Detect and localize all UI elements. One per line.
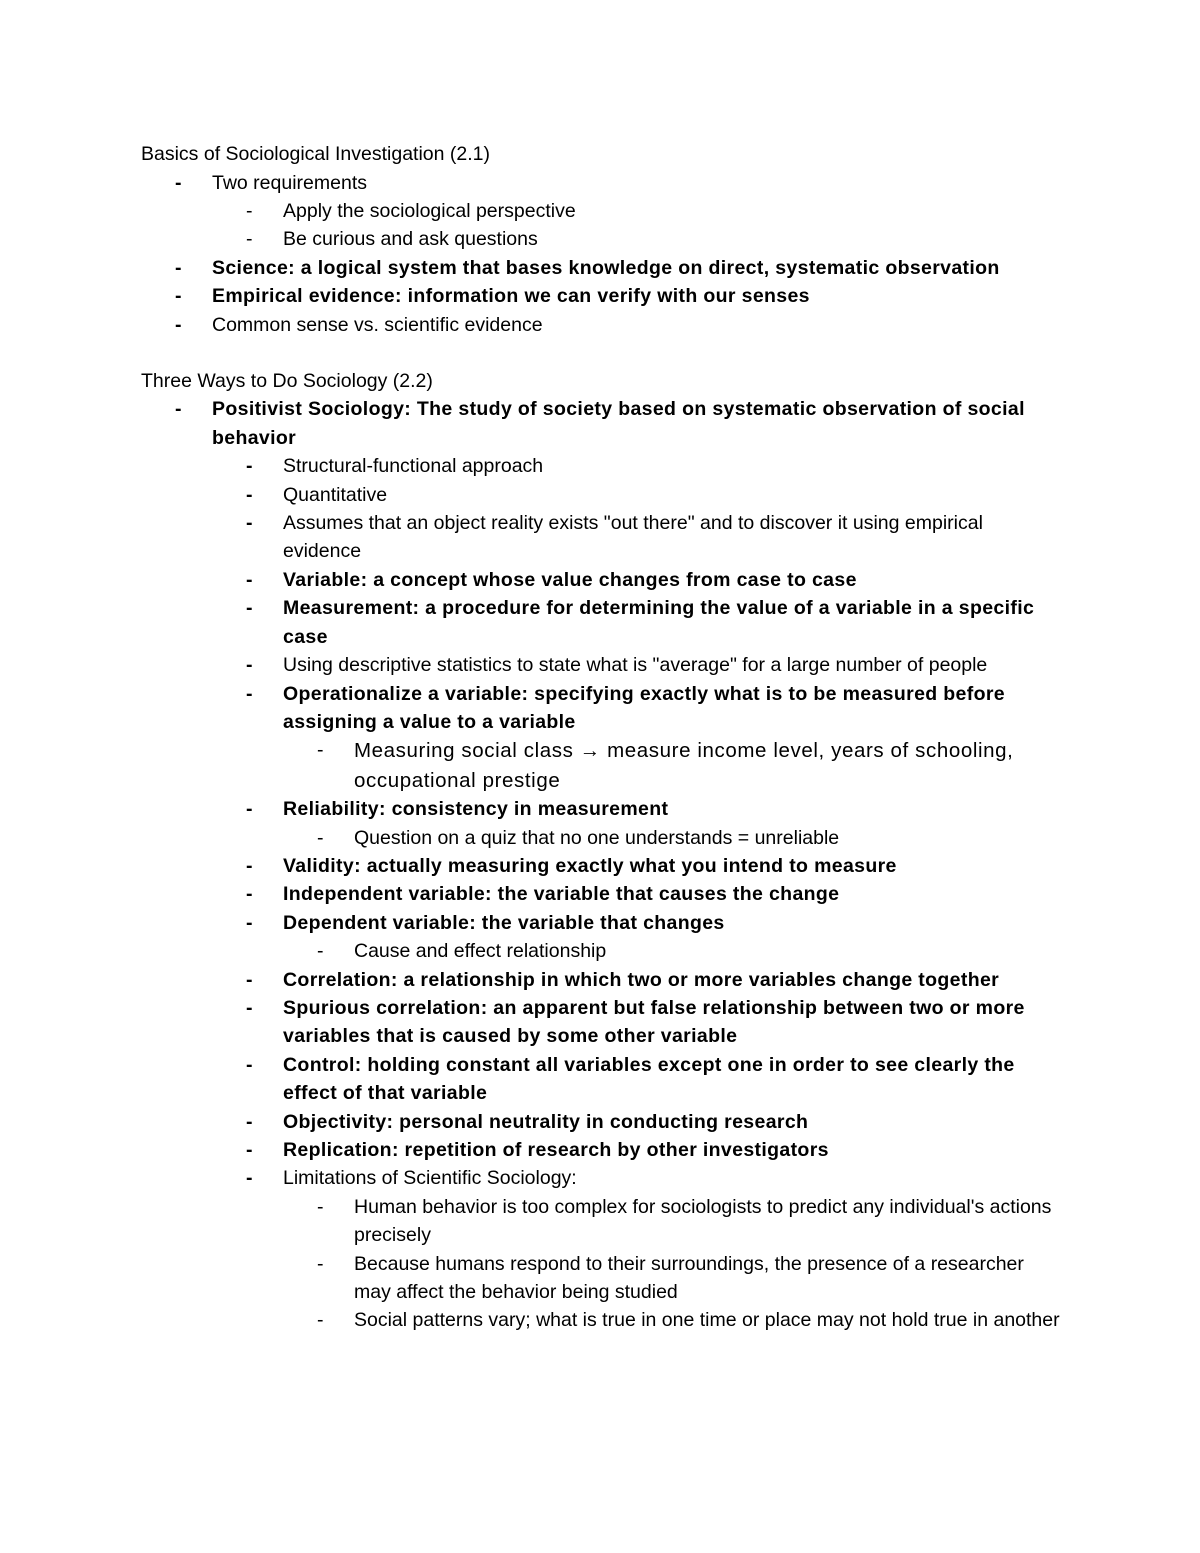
bullet-dash: - xyxy=(317,1252,324,1275)
list-item xyxy=(283,1306,1066,1334)
definition-spurious-correlation: Spurious correlation: an apparent but false relationship between two or more variables that is caused by some other variable xyxy=(283,996,1025,1048)
bullet-dash: - xyxy=(175,171,182,194)
bullet-dash: - xyxy=(175,285,182,308)
definition-science: Science: a logical system that bases knowledge on direct, systematic observation xyxy=(212,256,1000,279)
bullet-dash: - xyxy=(246,483,253,506)
list-item xyxy=(212,1108,1066,1136)
definition-positivist-sociology: Positivist Sociology: The study of society based on systematic observation of social behavior xyxy=(212,398,1025,449)
operationalize-sublist xyxy=(283,736,1066,795)
definition-replication: Replication: repetition of research by other investigators xyxy=(283,1139,829,1161)
definition-objectivity: Objectivity: personal neutrality in conducting research xyxy=(283,1110,809,1133)
requirements-sublist xyxy=(212,197,1066,254)
spacer xyxy=(141,339,1066,367)
item-text: Two requirements xyxy=(212,171,367,194)
bullet-dash: - xyxy=(246,597,253,620)
bullet-dash: - xyxy=(246,228,253,251)
item-text: Limitations of Scientific Sociology: xyxy=(283,1167,577,1190)
bullet-dash: - xyxy=(246,455,253,478)
list-item xyxy=(212,680,1066,796)
bullet-dash: - xyxy=(246,883,253,906)
list-item xyxy=(212,795,1066,852)
list-item xyxy=(212,594,1066,651)
bullet-dash: - xyxy=(175,398,182,421)
section-heading-basics: Basics of Sociological Investigation (2.1) xyxy=(141,143,491,165)
bullet-dash: - xyxy=(246,199,253,222)
list-item xyxy=(212,197,1066,225)
list-item xyxy=(212,994,1066,1051)
section-heading-three-ways: Three Ways to Do Sociology (2.2) xyxy=(141,369,433,392)
bullet-dash: - xyxy=(246,1110,253,1133)
document-page xyxy=(141,140,1066,1335)
basics-list xyxy=(141,169,1066,339)
item-text: Be curious and ask questions xyxy=(283,228,538,251)
item-text: Structural-functional approach xyxy=(283,455,544,478)
item-text: Because humans respond to their surroundings, the presence of a researcher may affect the behavior being studied xyxy=(354,1252,1024,1304)
list-item xyxy=(212,852,1066,880)
list-item xyxy=(212,1051,1066,1108)
bullet-dash: - xyxy=(246,854,253,877)
definition-dependent-variable: Dependent variable: the variable that changes xyxy=(283,911,725,934)
item-text: Question on a quiz that no one understands = unreliable xyxy=(354,826,840,849)
bullet-dash: - xyxy=(246,1167,253,1190)
bullet-dash: - xyxy=(317,940,324,963)
list-item xyxy=(212,880,1066,908)
limitations-sublist xyxy=(283,1193,1066,1335)
list-item xyxy=(212,481,1066,509)
bullet-dash: - xyxy=(246,798,253,821)
list-item xyxy=(212,966,1066,994)
bullet-dash: - xyxy=(175,256,182,279)
definition-control: Control: holding constant all variables except one in order to see clearly the effect of that variable xyxy=(283,1053,1015,1105)
list-item xyxy=(141,169,1066,254)
definition-independent-variable: Independent variable: the variable that causes the change xyxy=(283,883,840,906)
definition-variable: Variable: a concept whose value changes from case to case xyxy=(283,568,857,591)
list-item xyxy=(212,225,1066,253)
list-item xyxy=(141,311,1066,339)
definition-measurement: Measurement: a procedure for determining the value of a variable in a specific case xyxy=(283,597,1035,648)
bullet-dash: - xyxy=(317,826,324,849)
list-item xyxy=(212,651,1066,679)
list-item xyxy=(141,254,1066,282)
definition-operationalize: Operationalize a variable: specifying exactly what is to be measured before assigning a value to a variable xyxy=(283,682,1005,733)
item-text: Apply the sociological perspective xyxy=(283,199,576,222)
three-ways-list xyxy=(141,395,1066,1334)
list-item xyxy=(283,1250,1066,1307)
list-item xyxy=(212,1164,1066,1334)
definition-validity: Validity: actually measuring exactly what you intend to measure xyxy=(283,854,897,877)
item-text: Assumes that an object reality exists "out there" and to discover it using empirical evidence xyxy=(283,512,983,563)
list-item xyxy=(283,824,1066,852)
bullet-dash: - xyxy=(246,512,253,535)
bullet-dash: - xyxy=(246,911,253,934)
list-item xyxy=(212,909,1066,966)
dependent-sublist xyxy=(283,937,1066,965)
bullet-dash: - xyxy=(246,568,253,591)
bullet-dash: - xyxy=(317,739,324,762)
list-item xyxy=(283,937,1066,965)
definition-empirical-evidence: Empirical evidence: information we can verify with our senses xyxy=(212,285,810,308)
bullet-dash: - xyxy=(317,1195,324,1218)
list-item xyxy=(212,1136,1066,1164)
list-item xyxy=(283,736,1066,795)
item-text: Cause and effect relationship xyxy=(354,940,607,963)
item-text: Common sense vs. scientific evidence xyxy=(212,313,543,336)
list-item xyxy=(212,566,1066,594)
bullet-dash: - xyxy=(246,654,253,677)
item-text: Human behavior is too complex for sociologists to predict any individual's actions precisely xyxy=(354,1195,1052,1247)
bullet-dash: - xyxy=(317,1309,324,1332)
bullet-dash: - xyxy=(246,1053,253,1076)
item-text: Social patterns vary; what is true in one time or place may not hold true in another xyxy=(354,1309,1060,1332)
definition-correlation: Correlation: a relationship in which two or more variables change together xyxy=(283,968,1000,991)
bullet-dash: - xyxy=(246,682,253,705)
item-text: Using descriptive statistics to state what is "average" for a large number of people xyxy=(283,654,988,677)
list-item xyxy=(141,282,1066,310)
item-text: Quantitative xyxy=(283,483,388,506)
list-item xyxy=(212,509,1066,566)
reliability-sublist xyxy=(283,824,1066,852)
positivist-sublist xyxy=(212,452,1066,1335)
bullet-dash: - xyxy=(246,968,253,991)
bullet-dash: - xyxy=(246,1139,253,1161)
list-item xyxy=(283,1193,1066,1250)
list-item xyxy=(141,395,1066,1334)
item-text: Measuring social class → measure income level, years of schooling, occupational prestige xyxy=(354,739,1014,792)
definition-reliability: Reliability: consistency in measurement xyxy=(283,798,669,821)
list-item xyxy=(212,452,1066,480)
bullet-dash: - xyxy=(175,313,182,336)
bullet-dash: - xyxy=(246,996,253,1019)
